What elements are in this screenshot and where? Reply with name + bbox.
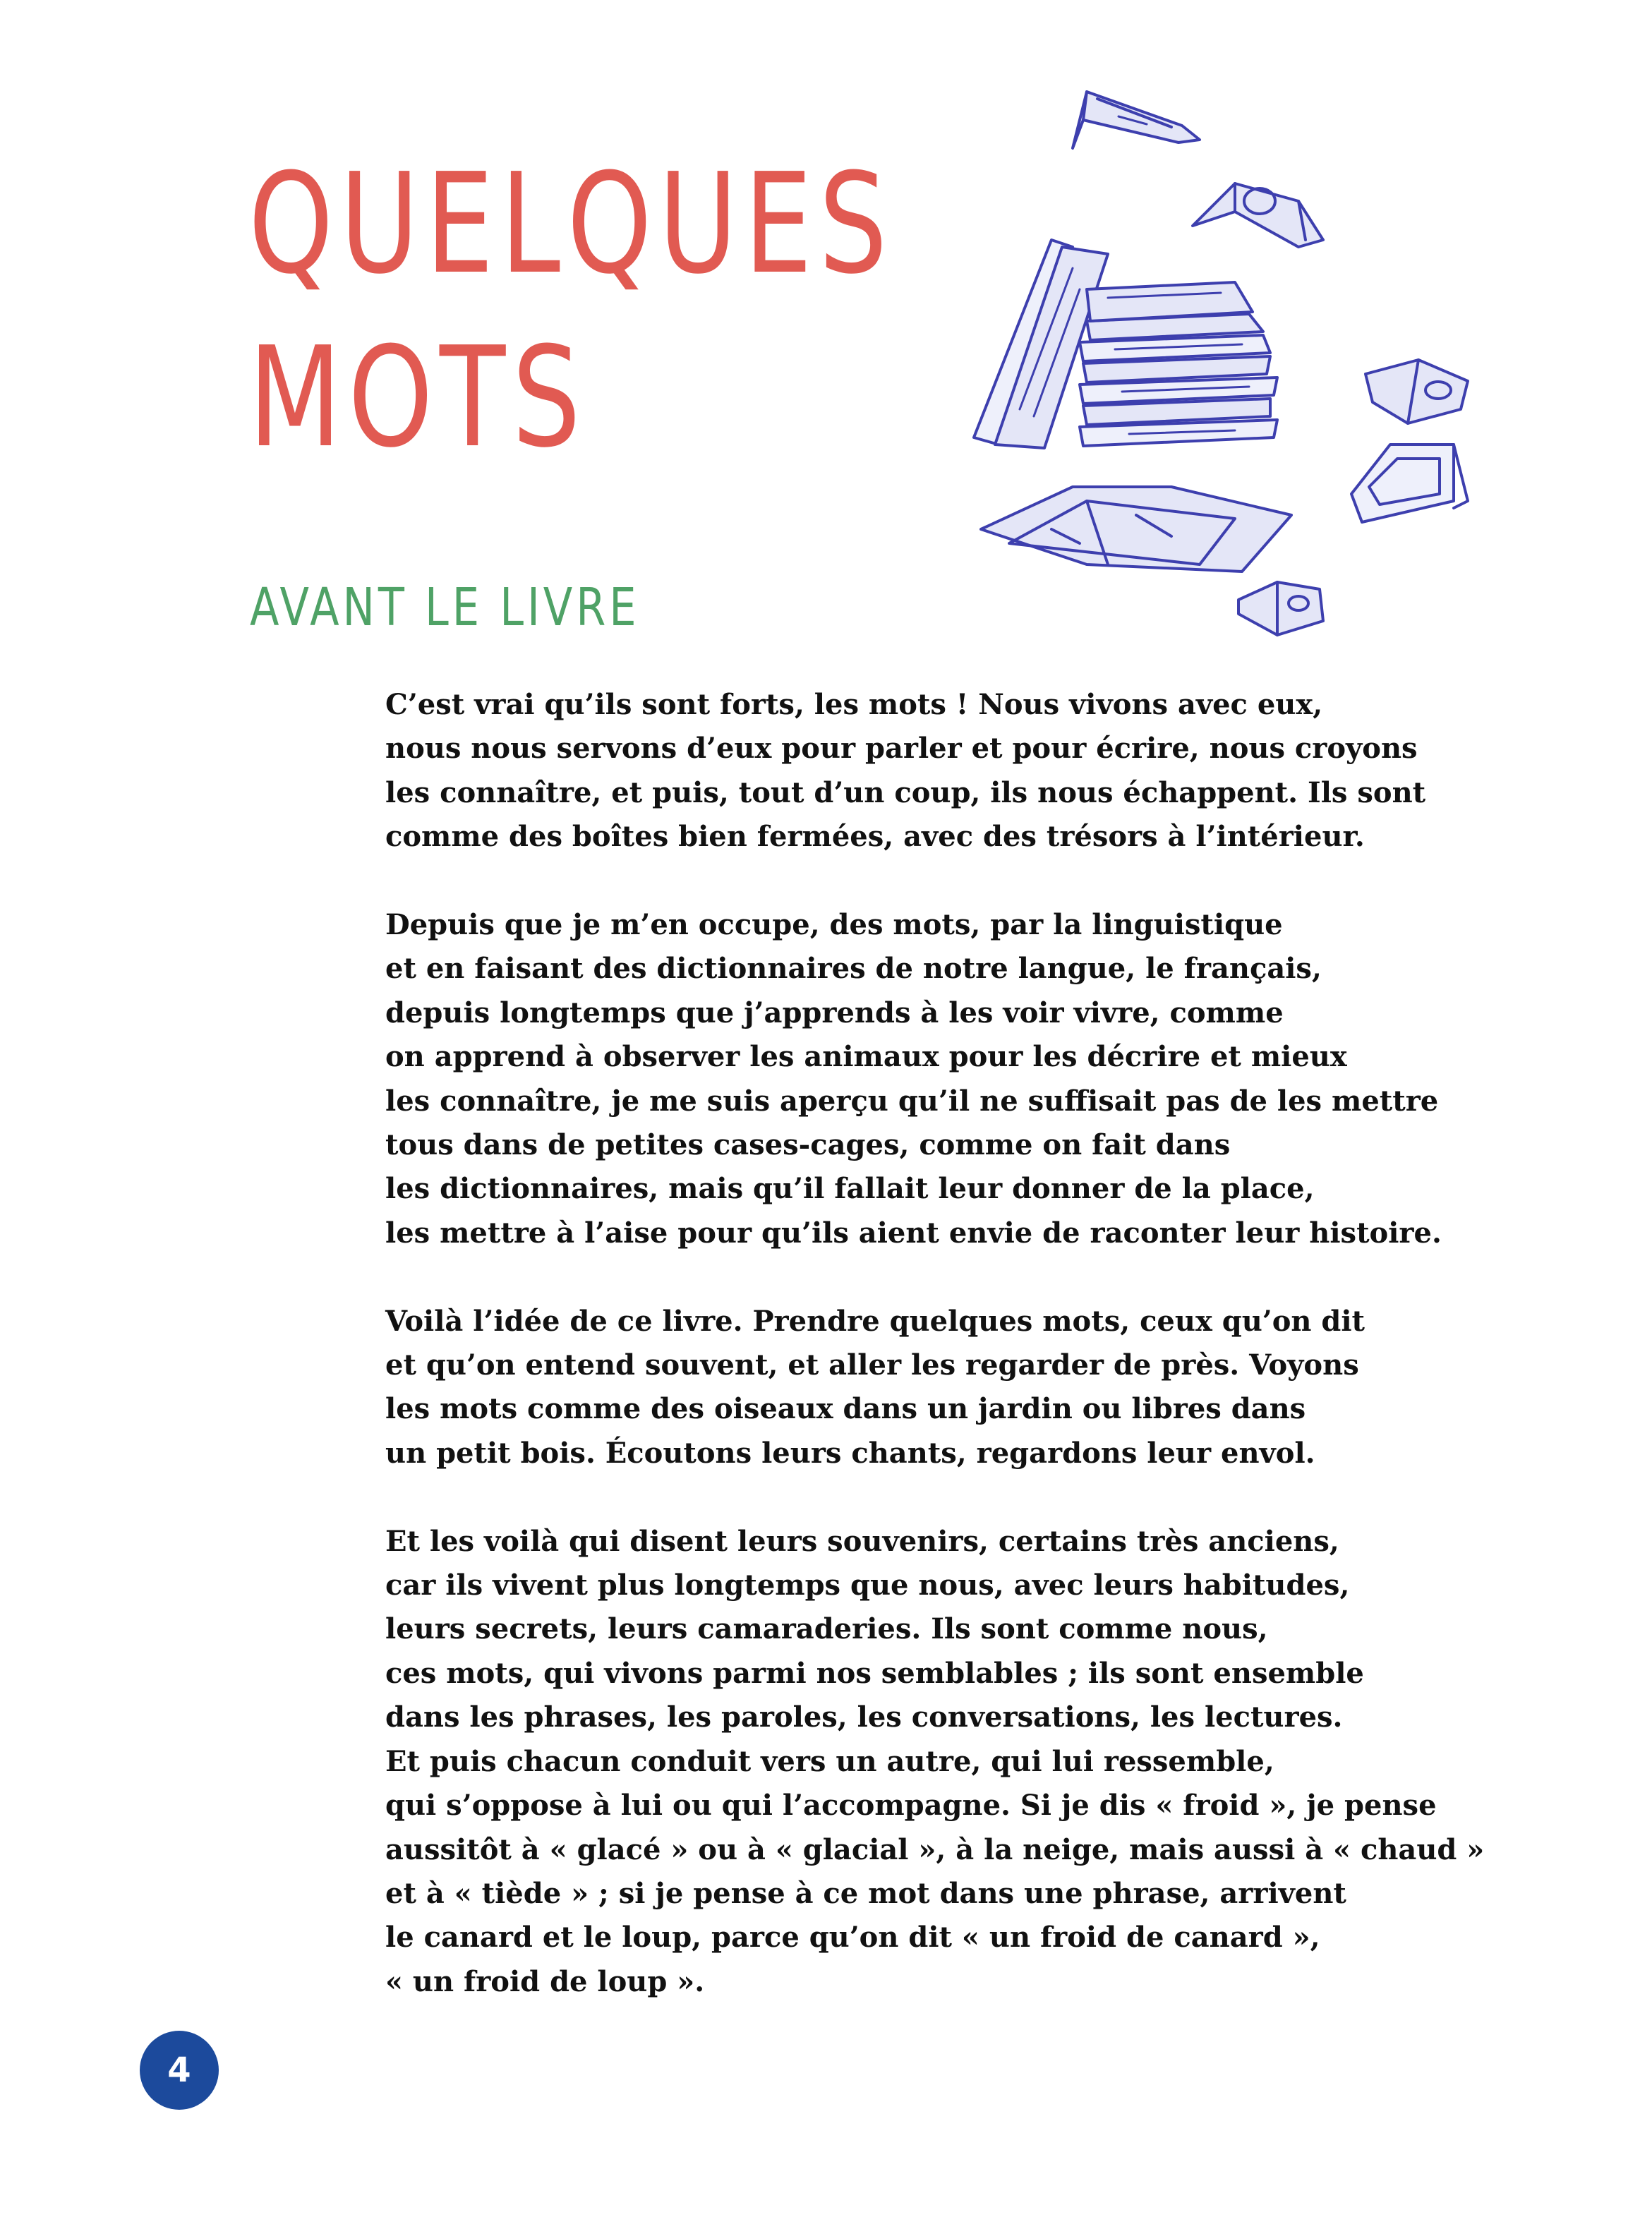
- tent-book-right-icon: [1193, 183, 1323, 247]
- paragraph-3: [385, 1300, 1444, 1476]
- page-title: [248, 138, 894, 485]
- text-line: les connaître, et puis, tout d’un coup, ils nous échappent. Ils sont: [385, 775, 1426, 809]
- text-line: comme des boîtes bien fermées, avec des trésors à l’intérieur.: [385, 820, 1365, 854]
- text-line: on apprend à observer les animaux pour les décrire et mieux: [385, 1040, 1347, 1074]
- text-line: aussitôt à « glacé » ou à « glacial », à la neige, mais aussi à « chaud »: [385, 1832, 1485, 1866]
- page-number: 4: [167, 2050, 191, 2090]
- text-line: nous nous servons d’eux pour parler et pour écrire, nous croyons: [385, 732, 1418, 766]
- text-line: et à « tiède » ; si je pense à ce mot dans une phrase, arrivent: [385, 1876, 1346, 1910]
- text-line: tous dans de petites cases-cages, comme on fait dans: [385, 1128, 1231, 1162]
- text-line: dans les phrases, les paroles, les conversations, les lectures.: [385, 1701, 1343, 1734]
- books-illustration: [967, 78, 1545, 642]
- text-line: le canard et le loup, parce qu’on dit « un froid de canard »,: [385, 1921, 1320, 1955]
- open-book-icon: [981, 487, 1291, 572]
- title-line-1: QUELQUES: [248, 144, 894, 305]
- section-subtitle: AVANT LE LIVRE: [250, 577, 640, 638]
- paragraph-1: [385, 683, 1444, 859]
- small-book-bottom-icon: [1238, 582, 1323, 635]
- text-line: « un froid de loup ».: [385, 1964, 705, 1998]
- text-line: depuis longtemps que j’apprends à les voir vivre, comme: [385, 996, 1284, 1029]
- book-right-icon: [1365, 360, 1468, 423]
- text-line: les connaître, je me suis aperçu qu’il ne suffisait pas de les mettre: [385, 1084, 1439, 1118]
- text-line: ces mots, qui vivons parmi nos semblables ; ils sont ensemble: [385, 1656, 1364, 1690]
- paragraph-2: [385, 903, 1444, 1255]
- framed-book-icon: [1351, 445, 1468, 522]
- text-line: Et les voilà qui disent leurs souvenirs, certains très anciens,: [385, 1524, 1339, 1558]
- text-line: un petit bois. Écoutons leurs chants, regardons leur envol.: [385, 1436, 1315, 1470]
- text-line: et qu’on entend souvent, et aller les regarder de près. Voyons: [385, 1348, 1359, 1382]
- title-line-2: MOTS: [248, 318, 588, 478]
- text-line: et en faisant des dictionnaires de notre langue, le français,: [385, 952, 1322, 986]
- paragraph-4: [385, 1520, 1485, 2004]
- text-line: Voilà l’idée de ce livre. Prendre quelques mots, ceux qu’on dit: [385, 1304, 1365, 1338]
- text-line: Depuis que je m’en occupe, des mots, par la linguistique: [385, 908, 1283, 942]
- book-stack-icon: [1080, 282, 1277, 446]
- text-line: leurs secrets, leurs camaraderies. Ils sont comme nous,: [385, 1612, 1268, 1646]
- text-line: les dictionnaires, mais qu’il fallait leur donner de la place,: [385, 1172, 1315, 1206]
- page-number-badge: [140, 2031, 219, 2110]
- tent-book-top-icon: [1073, 92, 1200, 148]
- text-line: C’est vrai qu’ils sont forts, les mots ! Nous vivons avec eux,: [385, 688, 1323, 721]
- text-line: les mots comme des oiseaux dans un jardin ou libres dans: [385, 1392, 1306, 1426]
- text-line: les mettre à l’aise pour qu’ils aient envie de raconter leur histoire.: [385, 1216, 1442, 1250]
- intro-text: [385, 683, 1485, 2048]
- text-line: Et puis chacun conduit vers un autre, qui lui ressemble,: [385, 1744, 1274, 1778]
- text-line: car ils vivent plus longtemps que nous, avec leurs habitudes,: [385, 1569, 1350, 1602]
- text-line: qui s’oppose à lui ou qui l’accompagne. Si je dis « froid », je pense: [385, 1789, 1437, 1823]
